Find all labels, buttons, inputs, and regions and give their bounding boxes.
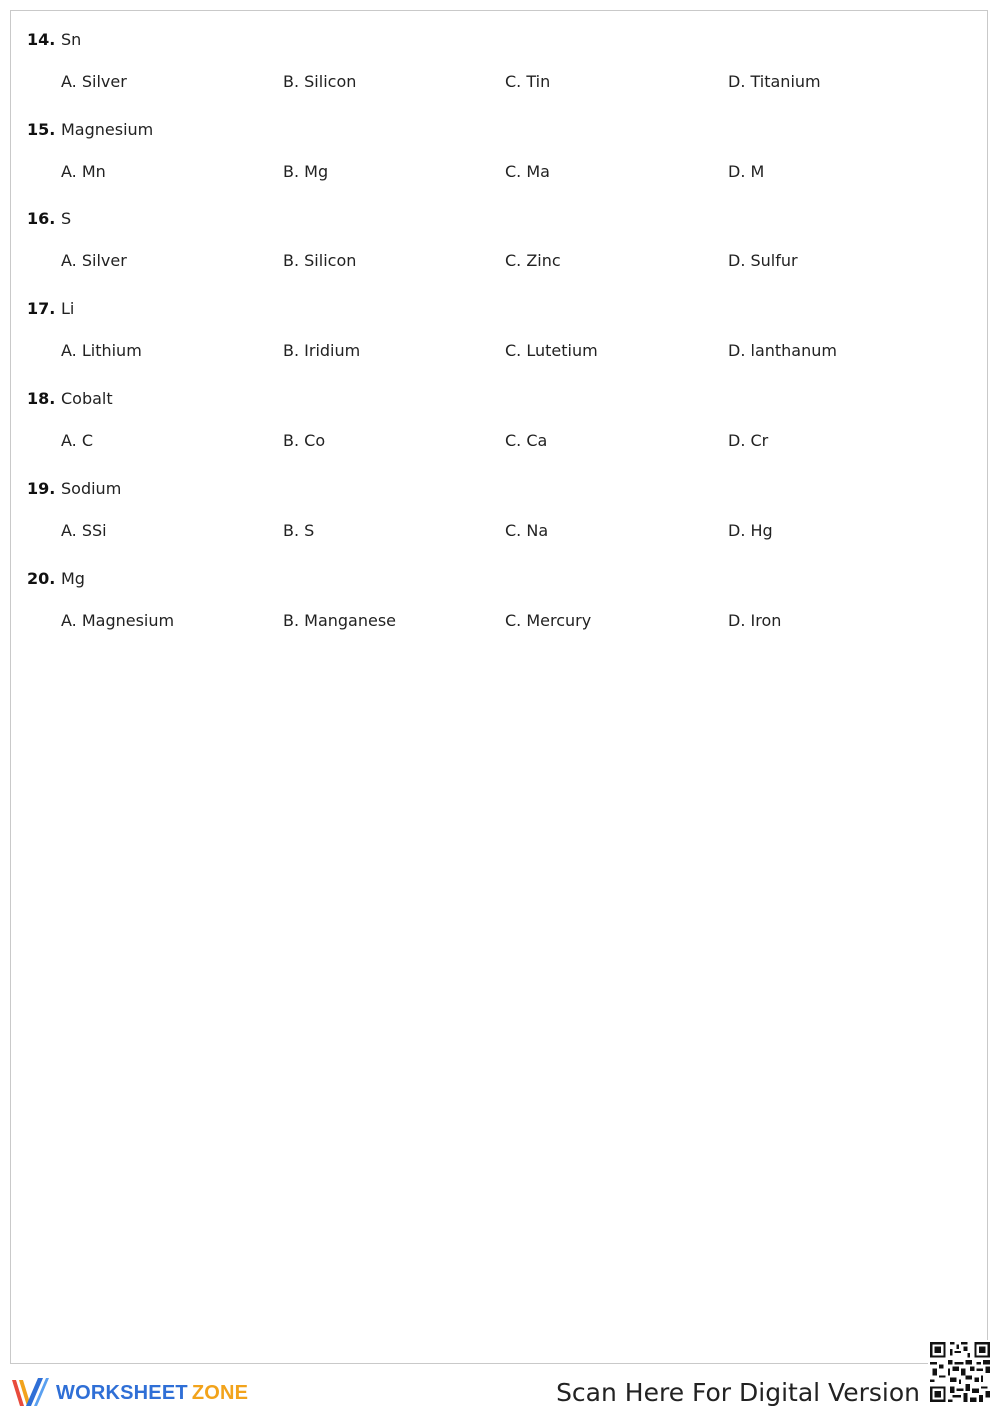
question-number: 18. <box>27 389 56 408</box>
option-d[interactable]: D. Sulfur <box>728 251 798 270</box>
worksheetzone-logo-icon <box>10 1376 50 1410</box>
question-16 <box>11 209 987 299</box>
option-b[interactable]: B. Mg <box>283 162 329 181</box>
option-c[interactable]: C. Lutetium <box>505 341 598 360</box>
question-17 <box>11 299 987 389</box>
question-number: 16. <box>27 209 56 228</box>
brand-name <box>56 1382 248 1405</box>
question-prompt: Cobalt <box>61 389 113 408</box>
option-b[interactable]: B. Co <box>283 431 326 450</box>
page-footer <box>0 1366 1000 1414</box>
question-number: 19. <box>27 479 56 498</box>
question-header <box>27 120 153 144</box>
question-15 <box>11 120 987 210</box>
option-b[interactable]: B. S <box>283 521 315 540</box>
option-a[interactable]: A. C <box>61 431 94 450</box>
option-a[interactable]: A. Silver <box>61 251 127 270</box>
option-a[interactable]: A. Silver <box>61 72 127 91</box>
option-c[interactable]: C. Ma <box>505 162 550 181</box>
question-number: 15. <box>27 120 56 139</box>
question-prompt: Sodium <box>61 479 122 498</box>
question-14 <box>11 30 987 120</box>
option-c[interactable]: C. Zinc <box>505 251 561 270</box>
question-header <box>27 569 85 593</box>
option-d[interactable]: D. Iron <box>728 611 782 630</box>
option-c[interactable]: C. Tin <box>505 72 551 91</box>
question-header <box>27 479 121 503</box>
option-b[interactable]: B. Silicon <box>283 251 357 270</box>
question-prompt: Sn <box>61 30 82 49</box>
question-number: 17. <box>27 299 56 318</box>
option-c[interactable]: C. Mercury <box>505 611 592 630</box>
brand-logo[interactable] <box>10 1376 248 1410</box>
worksheet-page <box>10 10 988 1364</box>
question-prompt: Mg <box>61 569 85 588</box>
option-c[interactable]: C. Ca <box>505 431 548 450</box>
option-a[interactable]: A. Magnesium <box>61 611 175 630</box>
question-header <box>27 299 74 323</box>
option-d[interactable]: D. lanthanum <box>728 341 837 360</box>
option-c[interactable]: C. Na <box>505 521 549 540</box>
option-b[interactable]: B. Iridium <box>283 341 361 360</box>
qr-code-icon[interactable] <box>928 1340 992 1404</box>
question-number: 14. <box>27 30 56 49</box>
question-18 <box>11 389 987 479</box>
question-header <box>27 389 113 413</box>
option-b[interactable]: B. Manganese <box>283 611 397 630</box>
option-d[interactable]: D. Hg <box>728 521 773 540</box>
option-d[interactable]: D. M <box>728 162 765 181</box>
option-d[interactable]: D. Titanium <box>728 72 821 91</box>
brand-name-primary: WORKSHEET <box>56 1381 188 1404</box>
option-a[interactable]: A. Lithium <box>61 341 142 360</box>
scan-label: Scan Here For Digital Version <box>556 1378 920 1407</box>
option-a[interactable]: A. Mn <box>61 162 106 181</box>
option-b[interactable]: B. Silicon <box>283 72 357 91</box>
question-19 <box>11 479 987 569</box>
question-header <box>27 30 81 54</box>
question-20 <box>11 569 987 659</box>
option-a[interactable]: A. SSi <box>61 521 107 540</box>
question-header <box>27 209 71 233</box>
question-prompt: Magnesium <box>61 120 154 139</box>
question-prompt: S <box>61 209 72 228</box>
question-prompt: Li <box>61 299 75 318</box>
question-number: 20. <box>27 569 56 588</box>
brand-name-secondary: ZONE <box>191 1381 249 1404</box>
option-d[interactable]: D. Cr <box>728 431 769 450</box>
